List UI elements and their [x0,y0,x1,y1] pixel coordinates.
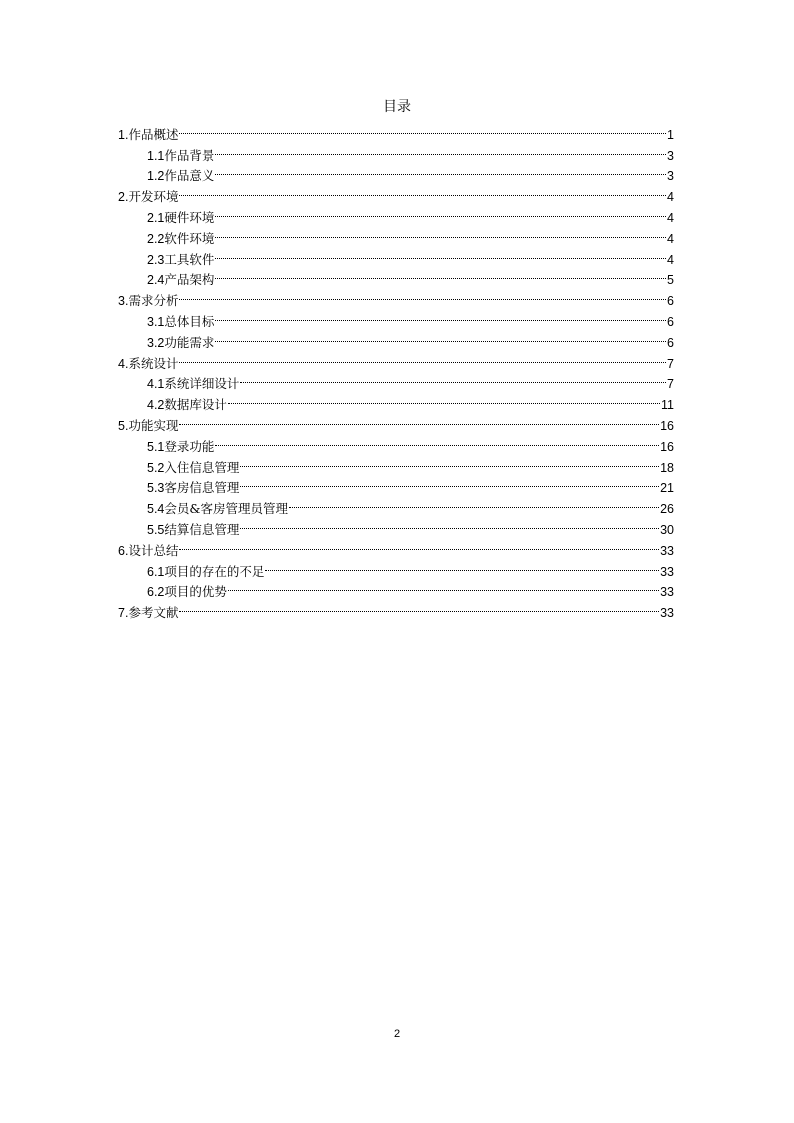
dot-leader [228,388,660,409]
toc-entry-label: 功能实现 [128,417,179,433]
dot-leader [215,201,666,222]
toc-entry-page: 11 [661,398,674,413]
toc-entry-page: 7 [667,377,674,392]
dot-leader [215,305,666,326]
toc-entry-label: 结算信息管理 [164,521,240,537]
toc-entry-label: 系统设计 [128,355,179,371]
toc-entry-number: 2.2 [147,231,165,246]
dot-leader [215,222,666,243]
toc-entry-page: 3 [667,169,674,184]
toc-entry-number: 5.3 [147,481,165,496]
toc-entry-number: 5.1 [147,439,165,454]
dot-leader [215,264,666,285]
toc-entry-number: 6.1 [147,564,165,579]
toc-entry-page: 7 [667,356,674,371]
dot-leader [215,430,659,451]
toc-entry-number: 5. [118,418,129,433]
dot-leader [240,451,659,472]
toc-entry-label: 客房信息管理 [164,480,240,496]
toc-entry-page: 6 [667,335,674,350]
toc-entry-page: 5 [667,273,674,288]
dot-leader [179,596,659,617]
toc-entry-label: 作品意义 [164,168,215,184]
toc-entry[interactable] [118,201,674,225]
toc-entry-number: 3.1 [147,314,165,329]
toc-entry-page: 33 [660,564,674,579]
dot-leader [265,555,659,576]
toc-entry-page: 33 [660,606,674,621]
toc-entry-page: 1 [667,127,674,142]
toc-entry-page: 3 [667,148,674,163]
toc-entry[interactable] [118,118,674,142]
toc-entry-number: 5.2 [147,460,165,475]
toc-entry-number: 2.1 [147,210,165,225]
toc-entry-page: 4 [667,190,674,205]
toc-entry-number: 1.2 [147,169,165,184]
toc-entry-label: 开发环境 [128,189,179,205]
toc-title: 目录 [383,99,411,115]
toc-entry-page: 4 [667,231,674,246]
dot-leader [215,243,666,264]
dot-leader [240,368,666,389]
dot-leader [240,513,659,534]
toc-entry-page: 6 [667,314,674,329]
toc-entry-label: 设计总结 [128,542,179,558]
dot-leader [289,492,659,513]
toc-entry-label: 项目的优势 [164,584,227,600]
dot-leader [179,534,659,555]
toc-entry-page: 33 [660,585,674,600]
toc-entry-number: 1.1 [147,148,165,163]
toc-entry[interactable] [118,368,674,392]
toc-entry-label: 项目的存在的不足 [164,563,265,579]
toc-entry-number: 2.4 [147,273,165,288]
toc-entry-page: 4 [667,210,674,225]
toc-entry[interactable] [118,409,674,433]
toc-entry-number: 6. [118,543,129,558]
toc-entry[interactable] [118,430,674,454]
toc-entry-number: 2. [118,190,129,205]
toc-entry-label: 软件环境 [164,230,215,246]
toc-entry-number: 3. [118,294,129,309]
toc-entry[interactable] [118,347,674,371]
toc-entry[interactable] [118,305,674,329]
toc-entry-label: 功能需求 [164,334,215,350]
toc-entry-label: 硬件环境 [164,209,215,225]
page-number: 2 [393,1028,401,1040]
toc-entry-label: 产品架构 [164,272,215,288]
toc-entry-page: 18 [660,460,674,475]
toc-entry-number: 1. [118,127,129,142]
dot-leader [179,180,666,201]
toc-entry-label: 总体目标 [164,313,215,329]
dot-leader [179,118,666,139]
dot-leader [215,326,666,347]
toc-entry-page: 16 [660,439,674,454]
toc-entry-page: 4 [667,252,674,267]
dot-leader [179,284,666,305]
toc-entry-page: 26 [660,502,674,517]
toc-entry-number: 4.1 [147,377,165,392]
toc-entry-page: 16 [660,418,674,433]
toc-entry-number: 5.4 [147,502,165,517]
dot-leader [179,409,659,430]
toc-entry-label: 作品概述 [128,126,179,142]
toc-entry-page: 30 [660,522,674,537]
toc-entry-label: 系统详细设计 [164,376,240,392]
toc-entry[interactable] [118,180,674,205]
toc-entry-label: 参考文献 [128,605,179,621]
toc-entry-page: 33 [660,543,674,558]
toc-entry-number: 4. [118,356,129,371]
toc-entry-number: 4.2 [147,398,165,413]
toc-entry-page: 6 [667,294,674,309]
toc-entry-label: 登录功能 [164,438,215,454]
toc-entry[interactable] [118,284,674,309]
toc-entry-label: 数据库设计 [164,397,227,413]
dot-leader [215,160,666,181]
toc-entry-number: 7. [118,606,129,621]
toc-entry-label: 需求分析 [128,293,179,309]
toc-entry-number: 3.2 [147,335,165,350]
dot-leader [228,576,659,597]
toc-entry[interactable] [118,596,674,621]
toc-entry-number: 5.5 [147,522,165,537]
toc-entry-page: 21 [660,481,674,496]
toc-entry[interactable] [118,555,674,579]
dot-leader [215,139,666,160]
toc-entry[interactable] [118,534,674,558]
toc-entry-label: 会员&客房管理员管理 [164,501,289,517]
table-of-contents [118,118,674,621]
toc-entry-number: 6.2 [147,585,165,600]
dot-leader [240,472,659,493]
dot-leader [179,347,666,368]
toc-entry-label: 作品背景 [164,147,215,163]
toc-entry-label: 入住信息管理 [164,459,240,475]
toc-entry[interactable] [118,139,674,163]
toc-entry-label: 工具软件 [164,251,215,267]
toc-entry-number: 2.3 [147,252,165,267]
